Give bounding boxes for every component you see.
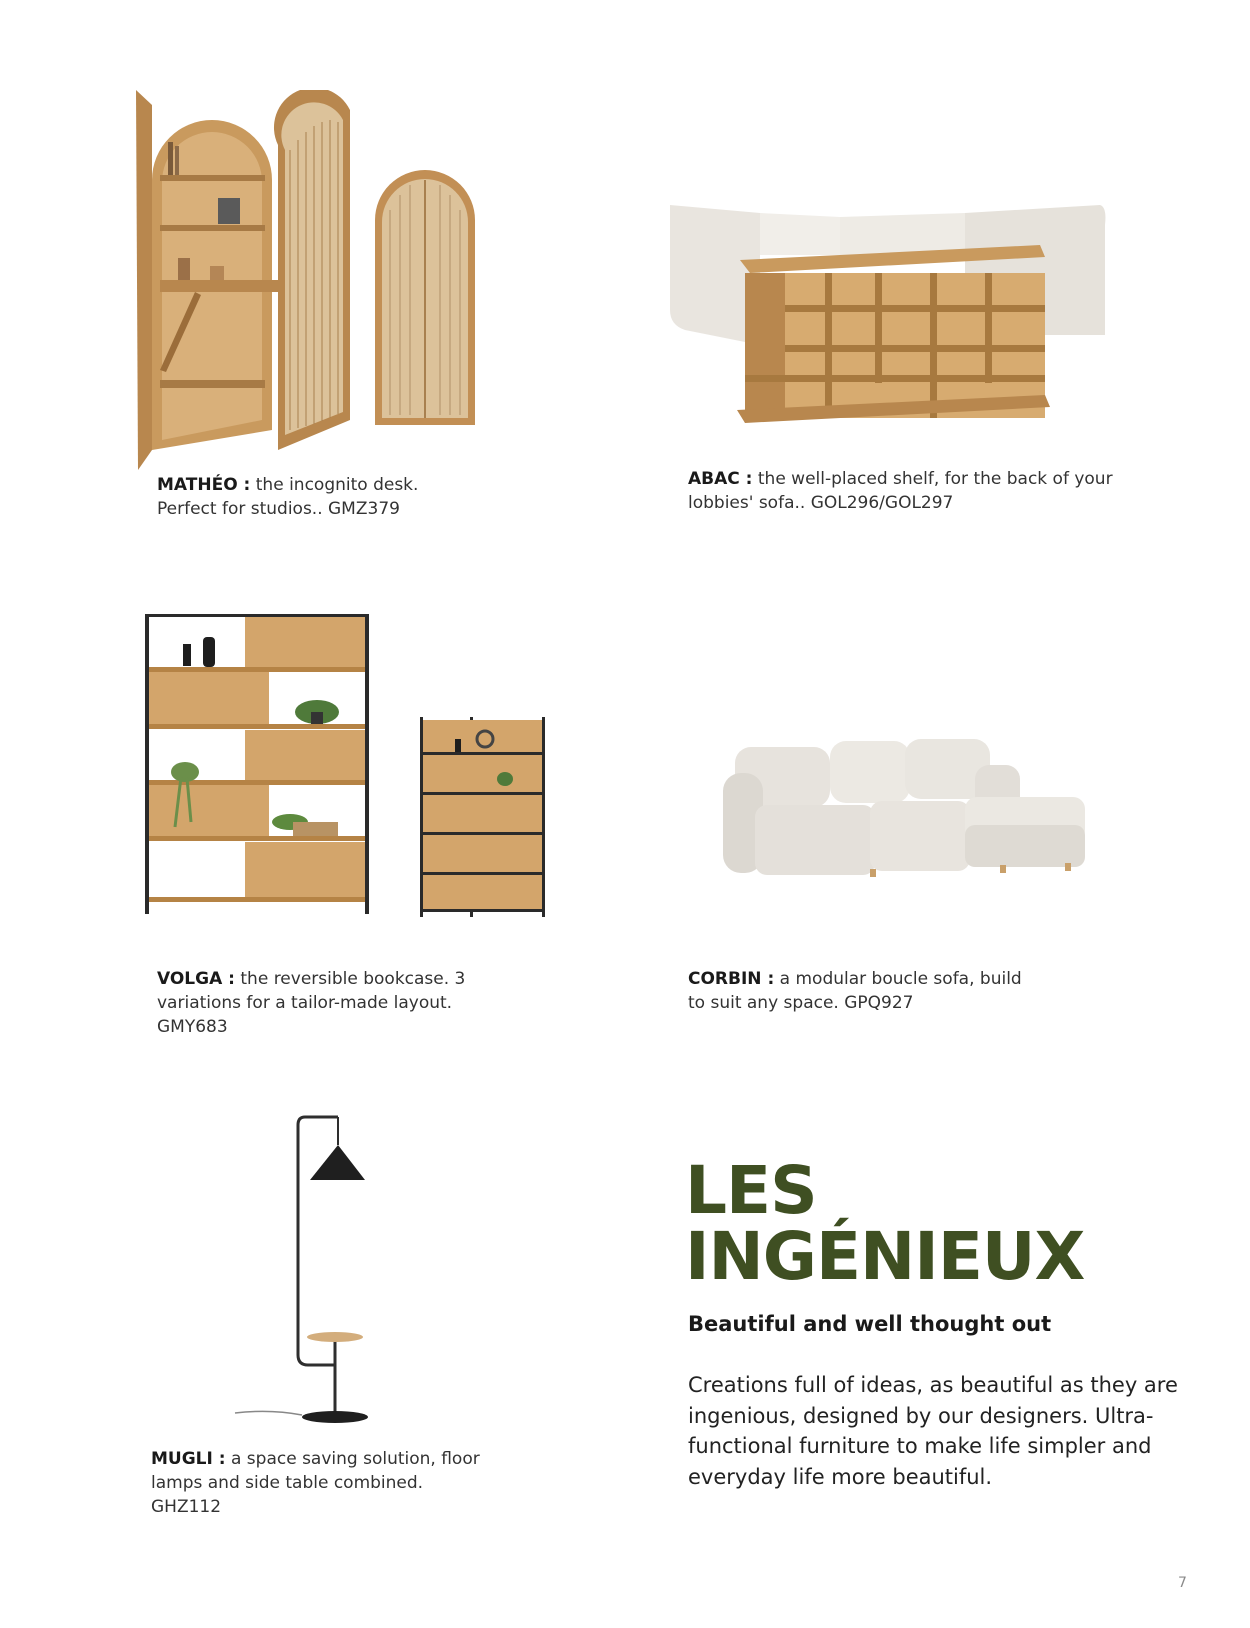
- product-description: the well-placed shelf, for the back of your: [757, 469, 1113, 489]
- corbin-sofa-image: [720, 735, 1090, 885]
- mugli-lamp-image: [230, 1115, 390, 1425]
- product-description: a space saving solution, floor: [230, 1449, 480, 1469]
- product-name: ABAC :: [688, 469, 753, 489]
- section-title-line: LES: [685, 1152, 817, 1229]
- matheo-desk-image: [130, 90, 510, 475]
- section-body: Creations full of ideas, as beautiful as they are ingenious, designed by our designers. Ultra-functional furniture to make life simpler and everyday life more beautiful.: [688, 1373, 1178, 1489]
- volga-bookcase-image: [145, 612, 555, 917]
- product-description: variations for a tailor-made layout.: [157, 993, 453, 1013]
- product-caption-volga: [157, 967, 617, 1039]
- product-description: GHZ112: [151, 1497, 222, 1517]
- product-description: to suit any space. GPQ927: [688, 993, 914, 1013]
- section-title: [685, 1152, 1085, 1295]
- product-caption-matheo: [157, 473, 617, 521]
- product-description: Perfect for studios.. GMZ379: [157, 499, 400, 519]
- product-description: the incognito desk.: [255, 475, 419, 495]
- product-description: GMY683: [157, 1017, 228, 1037]
- section-title-line: INGÉNIEUX: [685, 1218, 1085, 1295]
- product-description: lamps and side table combined.: [151, 1473, 424, 1493]
- section-subtitle: Beautiful and well thought out: [688, 1312, 1052, 1336]
- product-name: MATHÉO :: [157, 475, 251, 495]
- product-name: MUGLI :: [151, 1449, 226, 1469]
- product-name: VOLGA :: [157, 969, 235, 989]
- product-name: CORBIN :: [688, 969, 775, 989]
- product-caption-corbin: [688, 967, 1148, 1015]
- product-caption-abac: [688, 467, 1188, 515]
- product-description: lobbies' sofa.. GOL296/GOL297: [688, 493, 954, 513]
- product-description: a modular boucle sofa, build: [779, 969, 1022, 989]
- product-description: the reversible bookcase. 3: [240, 969, 466, 989]
- product-caption-mugli: [151, 1447, 611, 1519]
- abac-shelf-image: [665, 195, 1110, 430]
- page-number: 7: [1178, 1575, 1187, 1591]
